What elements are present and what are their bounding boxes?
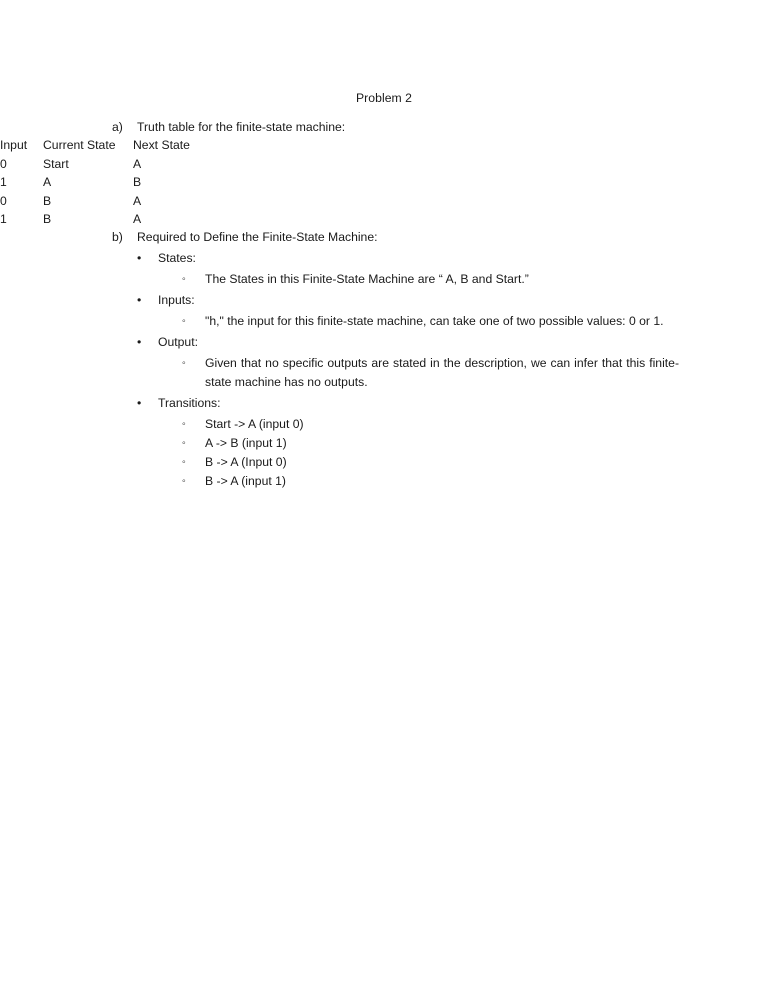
cell-current-state: B xyxy=(43,212,52,227)
sub-bullet-text-inputs-detail: "h," the input for this finite-state machine, can take one of two possible values: 0 or 1. xyxy=(205,314,664,329)
table-header-input: Input xyxy=(0,138,28,153)
bullet-label-states: States: xyxy=(158,251,196,266)
section-b-heading xyxy=(0,228,768,246)
bullet-label-transitions: Transitions: xyxy=(158,395,221,410)
bullet-label-inputs: Inputs: xyxy=(158,293,195,308)
sub-bullet-item-transition xyxy=(0,415,768,433)
truth-table xyxy=(0,136,253,228)
cell-input: 1 xyxy=(0,175,7,190)
sub-bullet-text-transition: Start -> A (input 0) xyxy=(205,416,304,431)
sub-bullet-text-transition: B -> A (input 1) xyxy=(205,473,286,488)
cell-input: 1 xyxy=(0,212,7,227)
table-header-next-state: Next State xyxy=(133,138,190,153)
sub-bullet-text-transition: A -> B (input 1) xyxy=(205,435,287,450)
circle-bullet-icon xyxy=(182,415,186,435)
bullet-item-transitions xyxy=(0,394,768,412)
circle-bullet-icon xyxy=(182,312,186,332)
sub-bullet-item-transition xyxy=(0,472,768,490)
table-header-current-state: Current State xyxy=(43,138,116,153)
disc-bullet-icon xyxy=(137,291,141,309)
section-a-heading xyxy=(0,118,768,136)
sub-bullet-item-inputs-detail xyxy=(0,312,768,330)
bullet-item-states xyxy=(0,249,768,267)
sub-bullet-item-output-detail xyxy=(0,354,768,391)
cell-next-state: A xyxy=(133,212,142,227)
cell-current-state: B xyxy=(43,193,52,208)
table-row xyxy=(0,210,253,228)
bullet-item-output xyxy=(0,333,768,351)
document-body xyxy=(0,118,768,490)
section-b-heading-text: Required to Define the Finite-State Machine: xyxy=(137,230,378,245)
cell-next-state: A xyxy=(133,156,142,171)
sub-bullet-text-transition: B -> A (Input 0) xyxy=(205,454,287,469)
circle-bullet-icon xyxy=(182,453,186,473)
table-row xyxy=(0,192,253,210)
sub-bullet-text-output-detail: Given that no specific outputs are stated in the description, we can infer that this finite-state machine has no outputs. xyxy=(205,356,679,389)
table-header-row xyxy=(0,136,253,154)
cell-input: 0 xyxy=(0,156,7,171)
sub-bullet-item-transition xyxy=(0,453,768,471)
disc-bullet-icon xyxy=(137,333,141,351)
circle-bullet-icon xyxy=(182,270,186,290)
sub-bullet-item-states-detail xyxy=(0,270,768,288)
disc-bullet-icon xyxy=(137,394,141,412)
cell-next-state: A xyxy=(133,193,142,208)
section-a-heading-text: Truth table for the finite-state machine: xyxy=(137,120,346,134)
circle-bullet-icon xyxy=(182,354,186,374)
disc-bullet-icon xyxy=(137,249,141,267)
section-a-marker: a) xyxy=(112,120,123,134)
circle-bullet-icon xyxy=(182,434,186,454)
table-row xyxy=(0,155,253,173)
section-b-marker: b) xyxy=(112,230,123,245)
bullet-item-inputs xyxy=(0,291,768,309)
circle-bullet-icon xyxy=(182,472,186,492)
cell-current-state: A xyxy=(43,175,52,190)
cell-input: 0 xyxy=(0,193,7,208)
page-title: Problem 2 xyxy=(356,91,412,105)
cell-next-state: B xyxy=(133,175,142,190)
sub-bullet-item-transition xyxy=(0,434,768,452)
bullet-label-output: Output: xyxy=(158,335,198,350)
cell-current-state: Start xyxy=(43,156,69,171)
sub-bullet-text-states-detail: The States in this Finite-State Machine are “ A, B and Start.” xyxy=(205,272,529,287)
table-row xyxy=(0,173,253,191)
